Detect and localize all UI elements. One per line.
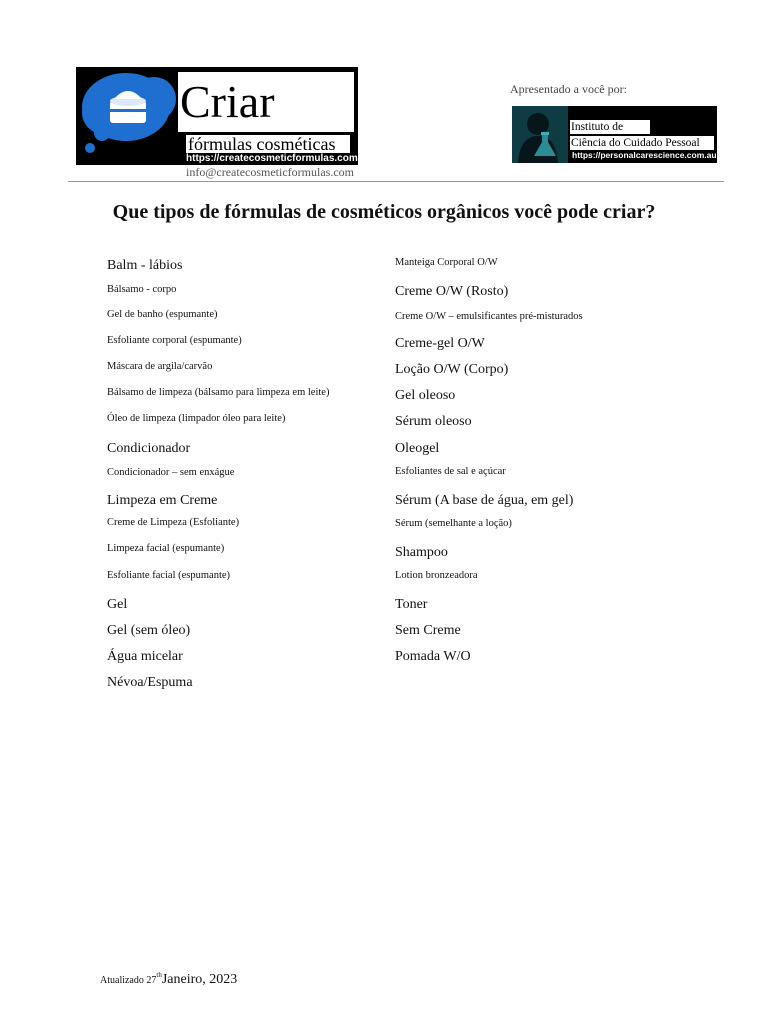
list-item: Gel (sem óleo) bbox=[107, 623, 191, 638]
list-item: Toner bbox=[395, 597, 428, 612]
list-item: Creme O/W – emulsificantes pré-misturados bbox=[395, 311, 583, 322]
list-item: Esfoliante facial (espumante) bbox=[107, 570, 231, 581]
list-item: Shampoo bbox=[395, 545, 448, 560]
list-item: Manteiga Corporal O/W bbox=[395, 257, 498, 268]
partner-name-line2: Ciência do Cuidado Pessoal bbox=[571, 137, 700, 149]
brand-title: Criar bbox=[180, 76, 275, 127]
list-item: Limpeza em Creme bbox=[107, 493, 218, 508]
list-item: Bálsamo de limpeza (bálsamo para limpeza em leite) bbox=[107, 387, 330, 398]
list-item: Esfoliante corporal (espumante) bbox=[107, 335, 242, 346]
list-item: Óleo de limpeza (limpador óleo para leite) bbox=[107, 413, 286, 424]
brand-subtitle: fórmulas cosméticas bbox=[188, 134, 336, 154]
list-item: Limpeza facial (espumante) bbox=[107, 543, 225, 554]
list-item: Máscara de argila/carvão bbox=[107, 361, 213, 372]
list-item: Névoa/Espuma bbox=[107, 675, 193, 690]
list-item: Oleogel bbox=[395, 441, 440, 456]
list-item: Creme O/W (Rosto) bbox=[395, 284, 509, 299]
list-item: Sérum (semelhante a loção) bbox=[395, 518, 512, 529]
list-item: Loção O/W (Corpo) bbox=[395, 362, 509, 377]
list-item: Esfoliantes de sal e açúcar bbox=[395, 466, 506, 477]
updated-superscript: th bbox=[156, 971, 162, 979]
list-item: Água micelar bbox=[107, 649, 183, 664]
partner-logo bbox=[512, 106, 717, 163]
partner-url[interactable]: https://personalcarescience.com.au bbox=[572, 150, 717, 160]
list-item: Balm - lábios bbox=[107, 258, 183, 273]
list-item: Bálsamo - corpo bbox=[107, 284, 177, 295]
list-item: Sérum oleoso bbox=[395, 414, 472, 429]
brand-logo bbox=[76, 67, 358, 165]
list-item: Sérum (A base de água, em gel) bbox=[395, 493, 574, 508]
list-item: Gel oleoso bbox=[395, 388, 456, 403]
list-item: Gel bbox=[107, 597, 128, 612]
brand-url[interactable]: https://createcosmeticformulas.com bbox=[186, 153, 358, 164]
list-item: Condicionador bbox=[107, 441, 191, 456]
list-item: Creme-gel O/W bbox=[395, 336, 485, 351]
list-item: Creme de Limpeza (Esfoliante) bbox=[107, 517, 240, 528]
cloud-cream-jar-icon bbox=[76, 67, 186, 165]
contact-email[interactable]: info@createcosmeticformulas.com bbox=[186, 165, 354, 179]
person-silhouette-flask-icon bbox=[512, 106, 568, 163]
updated-date-text: Janeiro, 2023 bbox=[161, 972, 238, 987]
list-item: Lotion bronzeadora bbox=[395, 570, 478, 581]
updated-date bbox=[100, 970, 237, 988]
header-divider bbox=[68, 181, 724, 182]
page-title: Que tipos de fórmulas de cosméticos orgânicos você pode criar? bbox=[112, 201, 656, 223]
list-item: Pomada W/O bbox=[395, 649, 471, 664]
list-item: Gel de banho (espumante) bbox=[107, 309, 218, 320]
list-item: Condicionador – sem enxágue bbox=[107, 467, 235, 478]
partner-name-line1: Instituto de bbox=[571, 121, 624, 133]
list-item: Sem Creme bbox=[395, 623, 461, 638]
presented-by-label: Apresentado a você por: bbox=[510, 82, 627, 96]
updated-prefix: Atualizado 27 bbox=[100, 975, 157, 986]
